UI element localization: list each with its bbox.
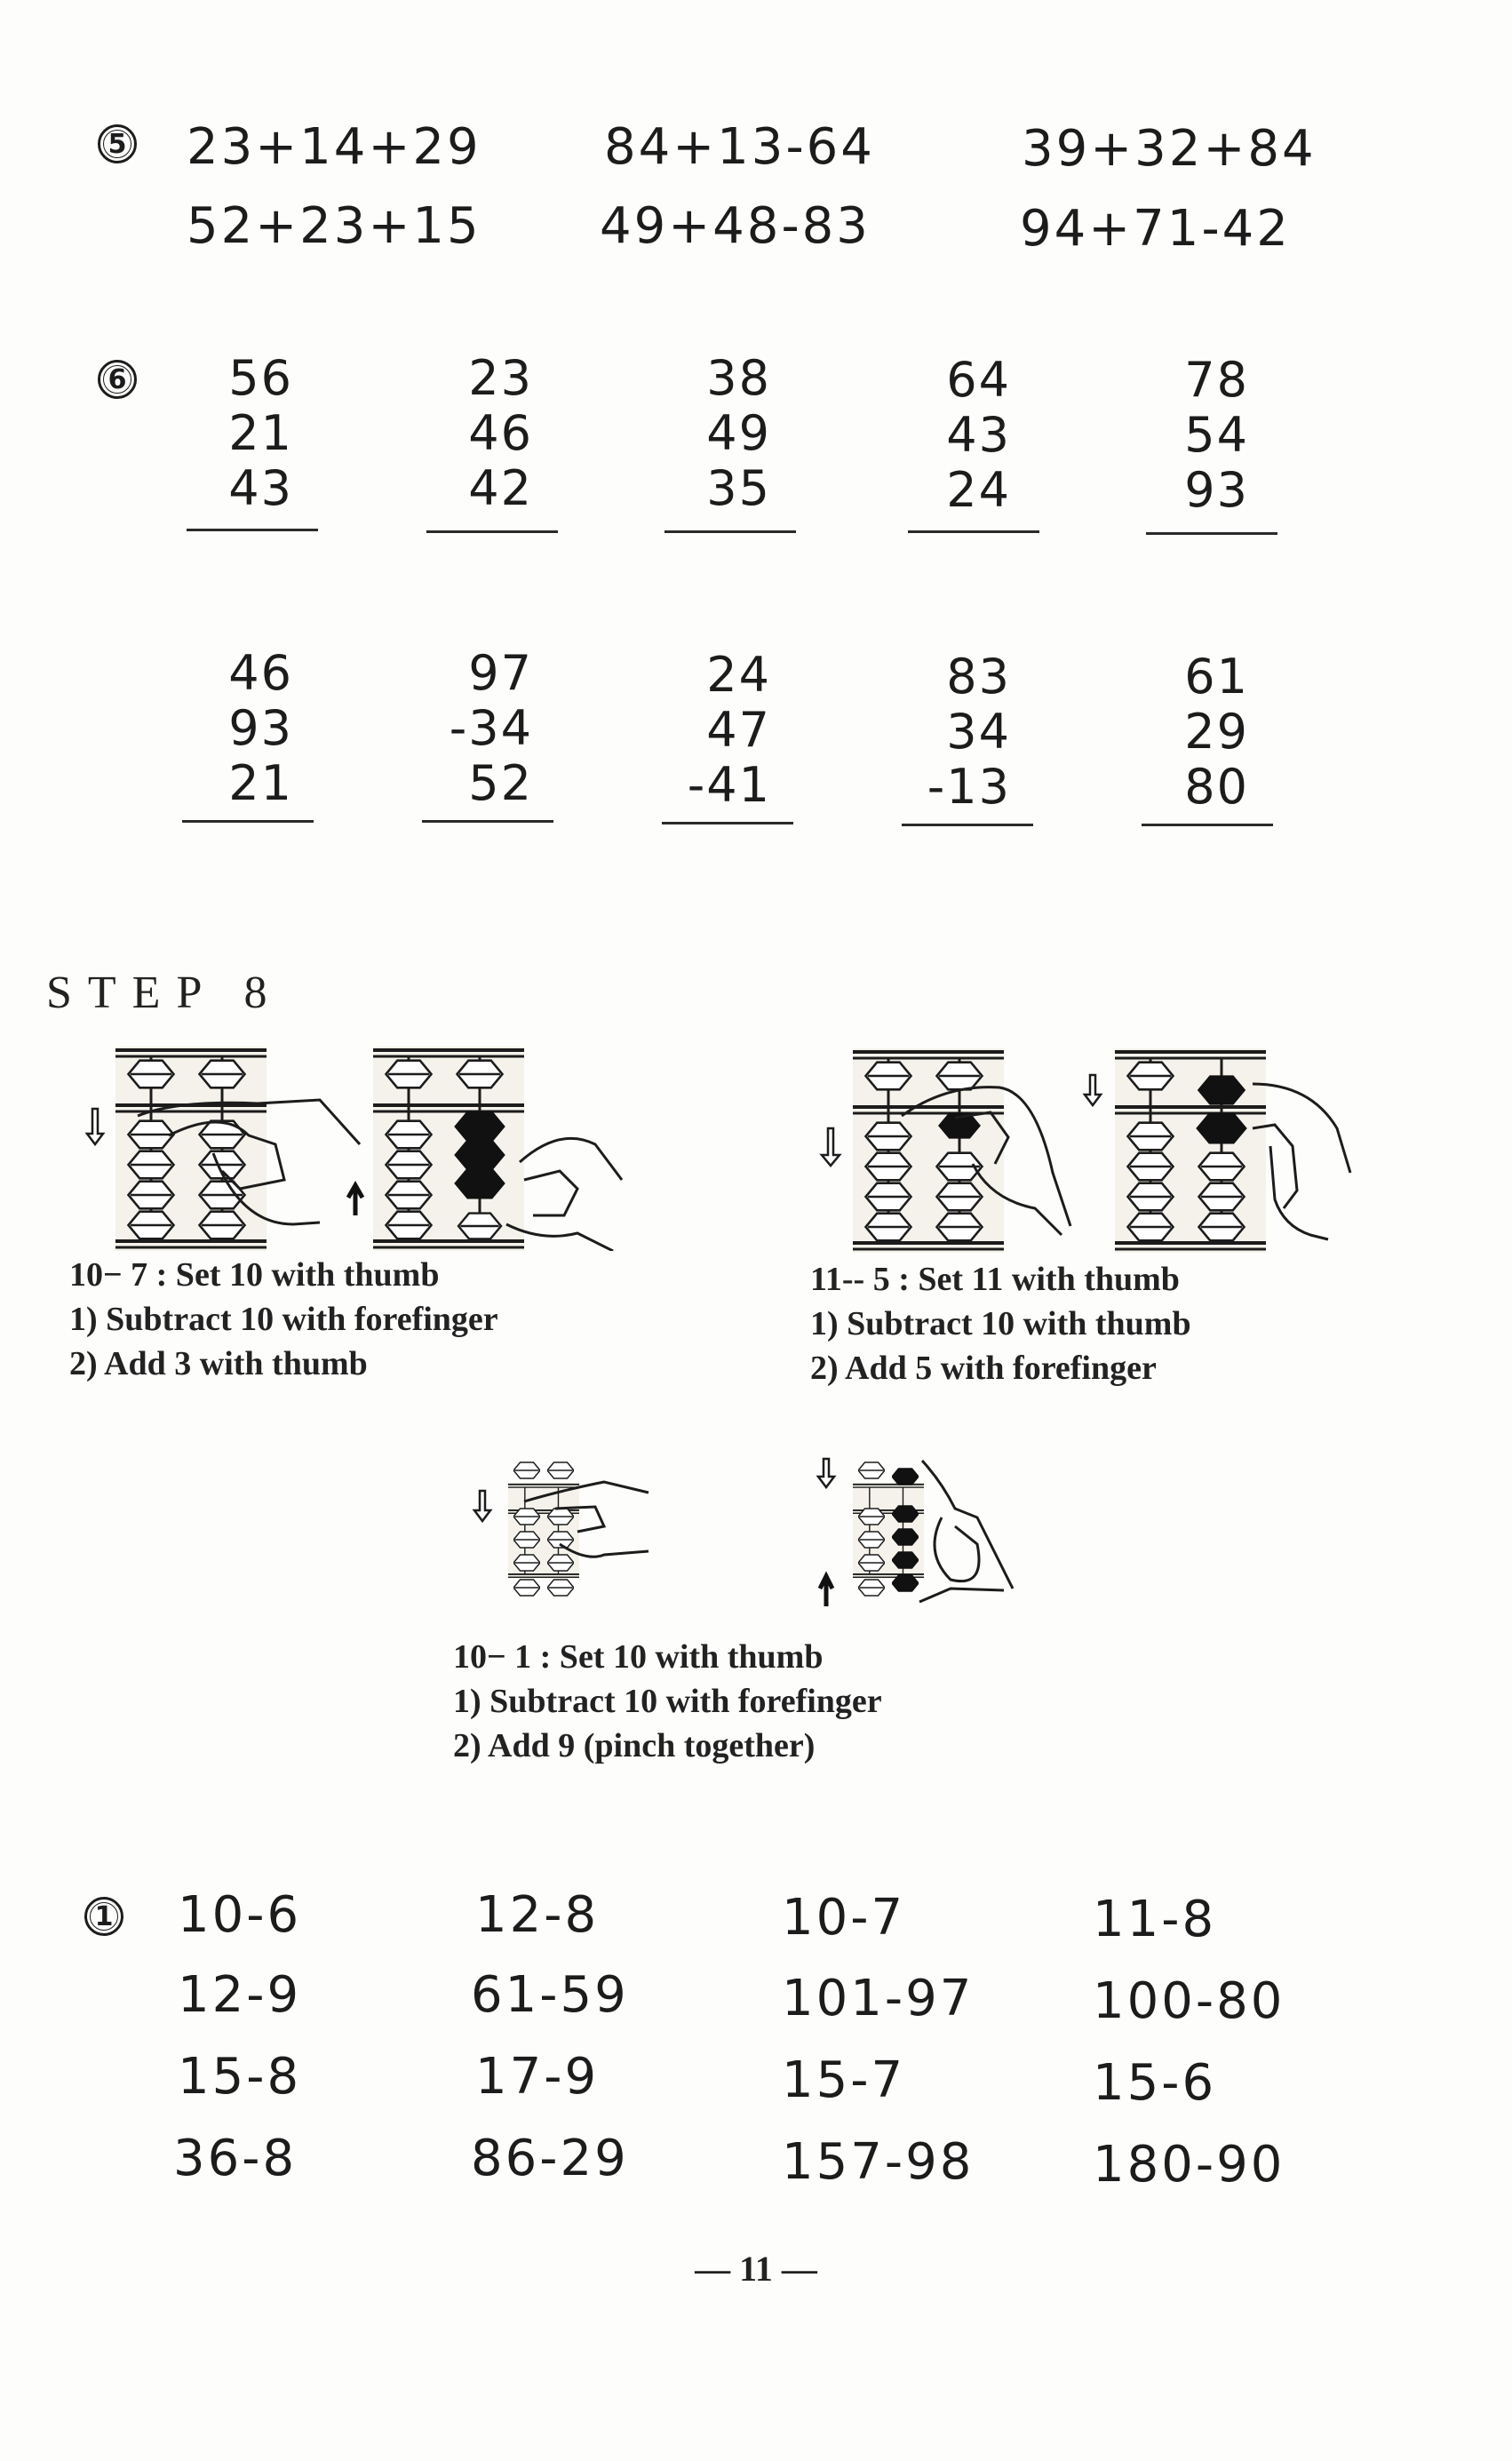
problem-1-13: 36-8: [173, 2130, 298, 2187]
problem-1-6: 61-59: [471, 1966, 629, 2024]
abacus-illustration-10-minus-7: [80, 1047, 631, 1251]
problem-5-4: 52+23+15: [187, 197, 481, 255]
abacus-illustration-10-minus-1: [471, 1446, 1039, 1615]
example-caption-10-minus-1: 10− 1 : Set 10 with thumb 1) Subtract 10 with forefinger 2) Add 9 (pinch together): [453, 1638, 882, 1764]
problem-1-1: 10-6: [178, 1886, 302, 1944]
vertical-problem-6-8: 24 47 -41: [687, 647, 771, 813]
arrow-down-icon: [87, 1109, 103, 1144]
vertical-problem-6-3: 38 49 35: [706, 350, 771, 516]
arrow-down-icon: [822, 1128, 840, 1166]
vertical-problem-6-5: 78 54 93: [1184, 352, 1249, 518]
vertical-problem-6-7: 97 -34 52: [449, 645, 533, 811]
answer-line: [422, 820, 553, 823]
answer-line: [187, 529, 318, 531]
answer-line: [426, 530, 558, 533]
answer-line: [664, 530, 796, 533]
problem-1-3: 10-7: [782, 1889, 906, 1947]
problem-1-7: 101-97: [782, 1970, 975, 2027]
page-number: — 11 —: [695, 2249, 817, 2289]
vertical-problem-6-6: 46 93 21: [228, 645, 293, 811]
problem-1-9: 15-8: [178, 2048, 302, 2106]
answer-line: [1142, 824, 1273, 826]
arrow-down-icon: [1085, 1075, 1101, 1105]
problem-1-11: 15-7: [782, 2051, 906, 2109]
answer-line: [662, 822, 793, 824]
problem-5-2: 84+13-64: [604, 118, 875, 176]
problem-set-6-marker: 6: [98, 360, 137, 399]
answer-line: [182, 820, 314, 823]
problem-1-4: 11-8: [1093, 1891, 1217, 1948]
problem-1-2: 12-8: [475, 1886, 600, 1944]
problem-1-10: 17-9: [475, 2048, 600, 2106]
problem-1-12: 15-6: [1093, 2054, 1217, 2112]
problem-5-1: 23+14+29: [187, 118, 481, 176]
problem-1-16: 180-90: [1093, 2136, 1285, 2194]
problem-set-1-marker: 1: [84, 1897, 123, 1936]
example-caption-11-minus-5: 11-- 5 : Set 11 with thumb 1) Subtract 10 with thumb 2) Add 5 with forefinger: [810, 1261, 1191, 1387]
vertical-problem-6-9: 83 34 -13: [927, 649, 1011, 815]
problem-1-5: 12-9: [178, 1966, 302, 2024]
answer-line: [1146, 532, 1277, 535]
arrow-up-icon: [348, 1185, 362, 1215]
problem-1-14: 86-29: [471, 2130, 629, 2187]
problem-1-15: 157-98: [782, 2133, 975, 2191]
arrow-down-icon: [818, 1459, 834, 1487]
problem-5-5: 49+48-83: [600, 197, 871, 255]
vertical-problem-6-10: 61 29 80: [1184, 649, 1249, 815]
problem-1-8: 100-80: [1093, 1972, 1285, 2030]
answer-line: [902, 824, 1033, 826]
arrow-up-icon: [820, 1576, 832, 1606]
answer-line: [908, 530, 1039, 533]
step-title: STEP 8: [46, 968, 283, 1018]
abacus-illustration-11-minus-5: [813, 1048, 1364, 1253]
vertical-problem-6-1: 56 21 43: [228, 350, 293, 516]
problem-set-5-marker: 5: [98, 124, 137, 163]
vertical-problem-6-4: 64 43 24: [946, 352, 1011, 518]
problem-5-6: 94+71-42: [1020, 200, 1291, 258]
vertical-problem-6-2: 23 46 42: [468, 350, 533, 516]
example-caption-10-minus-7: 10− 7 : Set 10 with thumb 1) Subtract 10 with forefinger 2) Add 3 with thumb: [69, 1256, 498, 1382]
problem-5-3: 39+32+84: [1022, 120, 1317, 178]
arrow-down-icon: [474, 1491, 490, 1521]
